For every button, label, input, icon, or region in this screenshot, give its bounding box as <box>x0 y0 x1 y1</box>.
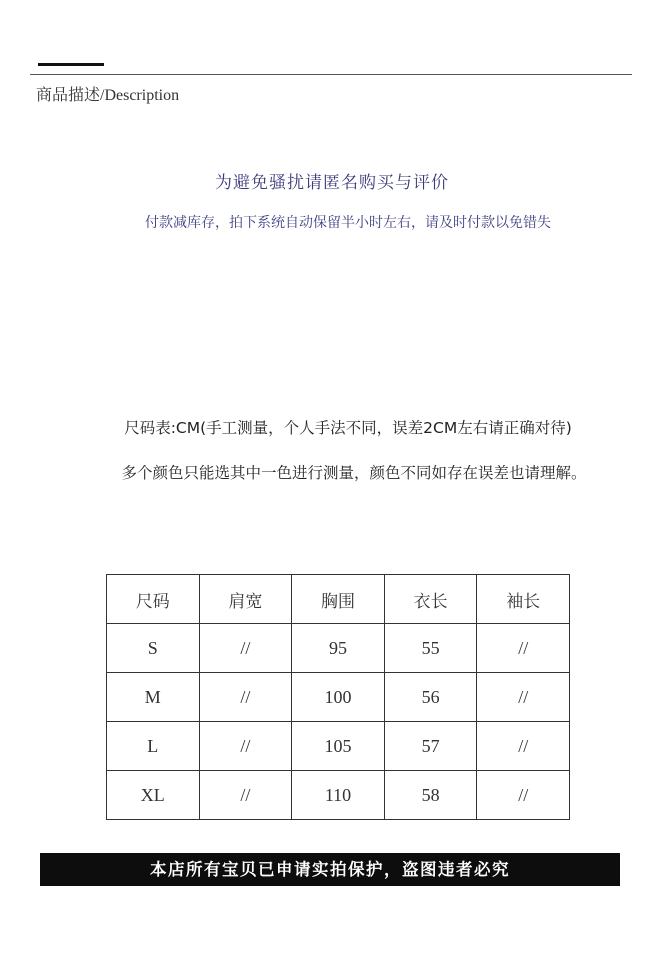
header-divider <box>30 74 632 75</box>
header-length: 衣长 <box>384 575 477 624</box>
header-accent-bar <box>38 63 104 66</box>
table-cell: // <box>477 673 570 722</box>
header-sleeve: 袖长 <box>477 575 570 624</box>
table-cell: 105 <box>292 722 385 771</box>
table-cell: M <box>107 673 200 722</box>
copyright-banner: 本店所有宝贝已申请实拍保护，盗图违者必究 <box>40 853 620 886</box>
table-cell: S <box>107 624 200 673</box>
table-cell: 100 <box>292 673 385 722</box>
section-title: 商品描述/Description <box>36 87 180 104</box>
table-cell: 55 <box>384 624 477 673</box>
table-cell: // <box>477 624 570 673</box>
header-shoulder: 肩宽 <box>199 575 292 624</box>
anonymous-purchase-notice: 为避免骚扰请匿名购买与评价 <box>215 173 449 193</box>
table-cell: 57 <box>384 722 477 771</box>
table-row <box>107 722 570 771</box>
table-cell: // <box>199 673 292 722</box>
table-cell: 58 <box>384 771 477 820</box>
header-size: 尺码 <box>107 575 200 624</box>
table-row <box>107 624 570 673</box>
size-table <box>106 574 570 820</box>
table-cell: // <box>199 722 292 771</box>
table-cell: // <box>477 722 570 771</box>
table-header-row <box>107 575 570 624</box>
table-cell: // <box>199 624 292 673</box>
size-chart-note: 尺码表:CM(手工测量，个人手法不同，误差2CM左右请正确对待) <box>124 419 572 437</box>
header-chest: 胸围 <box>292 575 385 624</box>
table-row <box>107 771 570 820</box>
table-cell: L <box>107 722 200 771</box>
inventory-notice: 付款减库存，拍下系统自动保留半小时左右，请及时付款以免错失 <box>145 215 551 231</box>
table-cell: // <box>199 771 292 820</box>
color-measurement-note: 多个颜色只能选其中一色进行测量，颜色不同如存在误差也请理解。 <box>121 464 587 482</box>
table-cell: 95 <box>292 624 385 673</box>
table-cell: // <box>477 771 570 820</box>
table-cell: XL <box>107 771 200 820</box>
table-row <box>107 673 570 722</box>
table-cell: 110 <box>292 771 385 820</box>
table-cell: 56 <box>384 673 477 722</box>
